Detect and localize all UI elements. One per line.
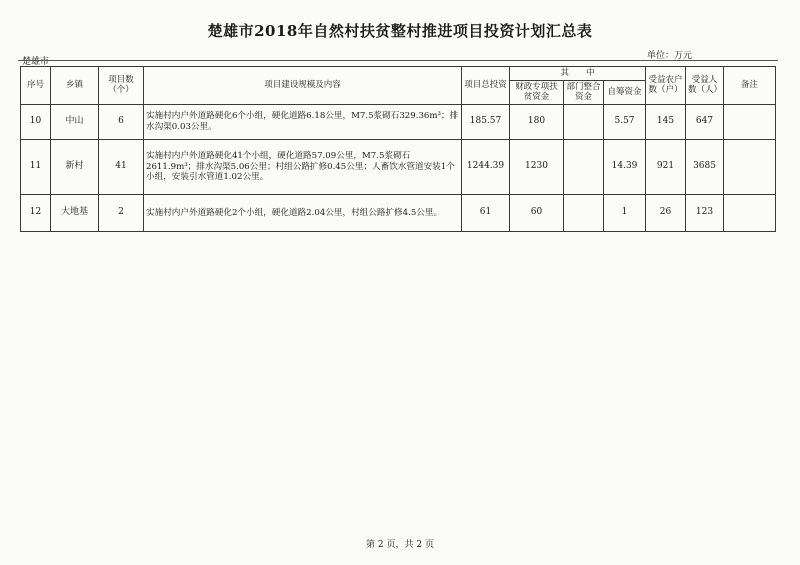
cell-households: 26: [646, 194, 686, 231]
table-row: [21, 194, 776, 231]
cell-self: 5.57: [604, 104, 646, 139]
document-title: 楚雄市2018年自然村扶贫整村推进项目投资计划汇总表: [207, 22, 593, 40]
cell-township: 新村: [51, 139, 99, 194]
cell-township: 大地基: [51, 194, 99, 231]
cell-people: 3685: [686, 139, 724, 194]
table-row: [21, 139, 776, 194]
cell-fiscal: 180: [510, 104, 564, 139]
header-scope: 项目建设规模及内容: [144, 67, 462, 105]
header-township: 乡镇: [51, 67, 99, 105]
cell-people: 123: [686, 194, 724, 231]
header-remark: 备注: [724, 67, 776, 105]
cell-self: 1: [604, 194, 646, 231]
table-header-row: [21, 67, 776, 81]
cell-remark: [724, 194, 776, 231]
cell-seq: 12: [21, 194, 51, 231]
header-divider: [18, 60, 778, 61]
cell-total: 1244.39: [462, 139, 510, 194]
page-number-footer: 第 2 页，共 2 页: [366, 540, 434, 550]
header-seq: 序号: [21, 67, 51, 105]
cell-seq: 10: [21, 104, 51, 139]
cell-remark: [724, 104, 776, 139]
header-fiscal: 财政专项扶贫资金: [510, 80, 564, 104]
cell-dept: [564, 194, 604, 231]
unit-label: 单位：万元: [646, 51, 692, 61]
cell-scope: 实施村内户外道路硬化6个小组，硬化道路6.18公里，M7.5浆砌石329.36m³；排水沟渠0.03公里。: [144, 104, 462, 139]
cell-people: 647: [686, 104, 724, 139]
cell-seq: 11: [21, 139, 51, 194]
cell-scope: 实施村内户外道路硬化2个小组，硬化道路2.04公里，村组公路扩修4.5公里。: [144, 194, 462, 231]
cell-dept: [564, 139, 604, 194]
header-among: 其 中: [510, 67, 646, 81]
cell-dept: [564, 104, 604, 139]
cell-fiscal: 1230: [510, 139, 564, 194]
table-row: [21, 104, 776, 139]
cell-total: 185.57: [462, 104, 510, 139]
header-households: 受益农户数（户）: [646, 67, 686, 105]
header-total: 项目总投资: [462, 67, 510, 105]
header-self: 自筹资金: [604, 80, 646, 104]
cell-fiscal: 60: [510, 194, 564, 231]
header-projects: 项目数（个）: [99, 67, 144, 105]
cell-households: 921: [646, 139, 686, 194]
cell-projects: 6: [99, 104, 144, 139]
cell-total: 61: [462, 194, 510, 231]
header-dept: 部门整合资金: [564, 80, 604, 104]
cell-remark: [724, 139, 776, 194]
cell-projects: 2: [99, 194, 144, 231]
cell-scope: 实施村内户外道路硬化41个小组，硬化道路57.09公里，M7.5浆砌石2611.9m³；排水沟渠5.06公里；村组公路扩修0.45公里；人畜饮水管道安装1个小组，安装引水管道1.02公里。: [144, 139, 462, 194]
header-people: 受益人数（人）: [686, 67, 724, 105]
cell-projects: 41: [99, 139, 144, 194]
cell-township: 中山: [51, 104, 99, 139]
cell-households: 145: [646, 104, 686, 139]
region-label: 楚雄市: [22, 57, 50, 67]
investment-summary-table: [20, 66, 776, 232]
cell-self: 14.39: [604, 139, 646, 194]
